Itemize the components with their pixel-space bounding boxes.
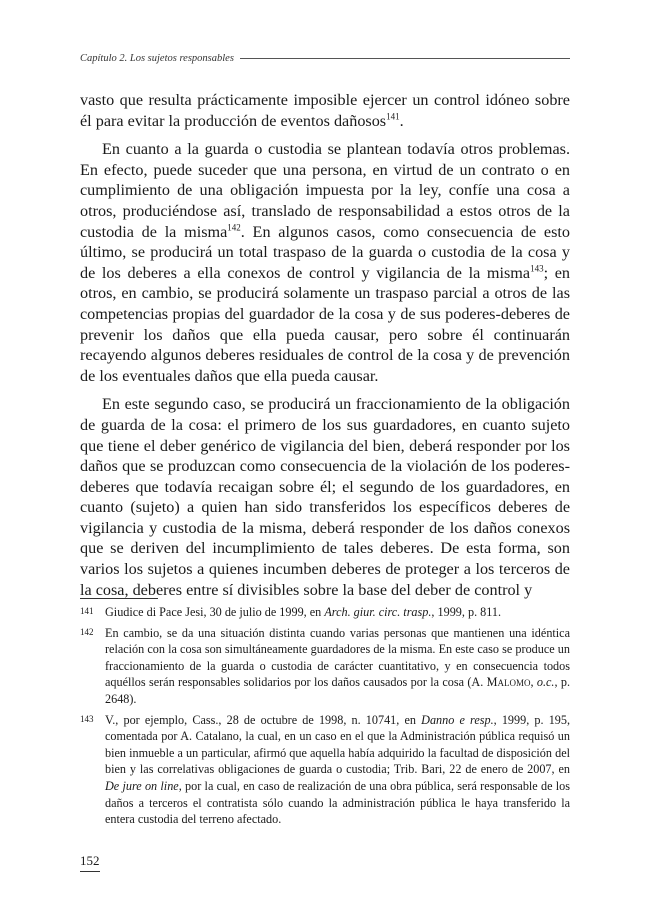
- footnote-number: 141: [80, 606, 94, 616]
- paragraph: En cuanto a la guarda o custodia se plantean todavía otros problemas. En efecto, puede suceder que una persona, en virtud de un contrato o en cumplimiento de una obligación impuesta por la ley, confíe una cosa a otros, produciéndose así, translado de responsabilidad a estos otros de la custodia de la misma$^{142}$. En algunos casos, como consecuencia de esto último, se producirá un total traspaso de la guarda o custodia de la cosa y de los deberes a ella conexos de control y vigilancia de la misma$^{143}$; en otros, en cambio, se producirá solamente un traspaso parcial a otros de las competencias propias del guardador de la cosa y de sus poderes-deberes de prevenir los daños que ella pueda causar, pero sobre él continuarán recayendo algunos deberes residuales de control de la cosa y de prevención de los eventuales daños que ella pueda causar.: [80, 140, 571, 385]
- paragraph: vasto que resulta prácticamente imposible ejercer un control idóneo sobre él para evitar la producción de eventos dañosos$^{141}$.: [80, 91, 570, 130]
- document-page: [80, 0, 570, 910]
- paragraph: En este segundo caso, se producirá un fraccionamiento de la obligación de guarda de la cosa: el primero de los sus guardadores, en cuanto sujeto que tiene el deber genérico de vigilancia del bien, deberá responder por los daños que se produzcan como consecuencia de la violación de los poderes-deberes que todavía recaigan sobre él; el segundo de los guardadores, en cuanto (sujeto) a quien han sido transferidos los específicos deberes de vigilancia y custodia de la misma, deberá responder de los daños conexos que se deriven del incumplimiento de tales deberes. De esta forma, son varios los sujetos a quienes incumben deberes de proteger a los terceros de la cosa, deberes entre sí divisibles sobre la base del deber de control y: [80, 395, 570, 599]
- footnote-text: En cambio, se da una situación distinta cuando varias personas que mantienen una idéntica relación con la cosa son simultáneamente guardadores de la misma. En este caso se produce un fraccionamiento de la guarda o custodia de carácter cuantitativo, y en consecuencia todos aquéllos serán responsables solidarios por los daños causados por la cosa (A. Malomo, o.c., p. 2648).: [105, 625, 570, 706]
- footnote-separator: [80, 598, 158, 599]
- header-rule: [240, 58, 570, 59]
- body-text: [80, 90, 570, 608]
- footnote-number: 142: [80, 626, 94, 637]
- footnote: [80, 604, 570, 621]
- footnote-ref: 141: [386, 111, 400, 122]
- footnote-ref: 142: [227, 222, 241, 233]
- footnote-ref: 143: [530, 263, 544, 274]
- page-number: 152: [80, 853, 100, 872]
- footnote-number: 143: [80, 713, 94, 724]
- footnote-text: V., por ejemplo, Cass., 28 de octubre de 1998, n. 10741, en Danno e resp., 1999, p. 195, comentada por A. Catalano, la cual, en un caso en el que la Administración pública requisó un bien inmueble a un particular, afirmó que aquella había adquirido la facultad de disposición del bien y las correlativas obligaciones de guarda o custodia; Trib. Bari, 22 de enero de 2007, en De jure on line, por la cual, en caso de realización de una obra pública, será responsable de los daños a terceros el contratista sólo cuando la administración pública le haya transferido la entera custodia del terreno afectado.: [105, 712, 571, 827]
- footnote: [80, 625, 570, 708]
- chapter-title: Capítulo 2. Los sujetos responsables: [80, 52, 234, 64]
- footnote: [80, 712, 570, 828]
- footnotes: [80, 604, 570, 832]
- running-header: [80, 50, 570, 66]
- footnote-text: Giudice di Pace Jesi, 30 de julio de 1999, en Arch. giur. circ. trasp., 1999, p. 811.: [105, 605, 502, 619]
